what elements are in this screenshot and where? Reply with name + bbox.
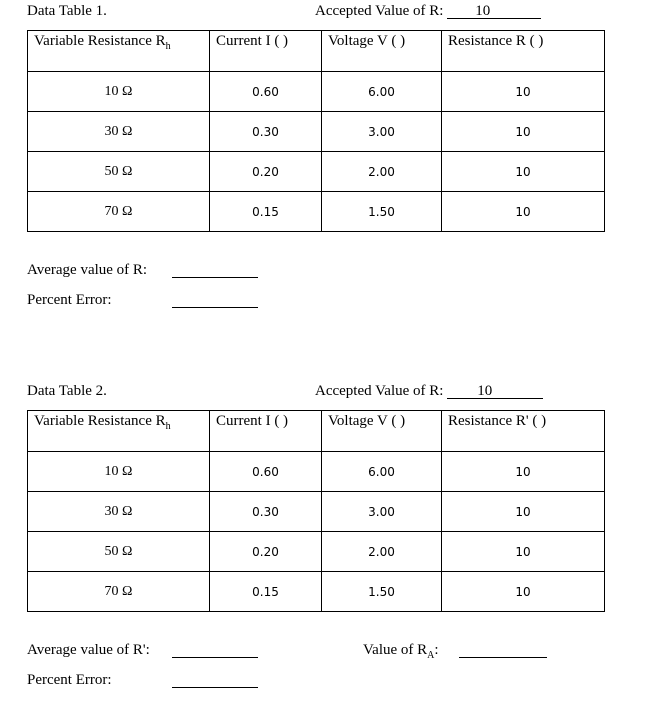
cell-current: 0.60 — [210, 452, 322, 492]
table1-average-blank[interactable] — [172, 277, 258, 278]
cell-resistance: 10 — [442, 72, 605, 112]
cell-current: 0.20 — [210, 532, 322, 572]
cell-voltage: 2.00 — [322, 532, 442, 572]
table-row — [28, 572, 605, 612]
header-variable-resistance: Variable Resistance $R_h$ — [28, 31, 210, 72]
value-ra-label: Value of $R_A$: — [363, 642, 439, 661]
table2-header-row — [28, 411, 605, 452]
cell-resistance: 10 — [442, 152, 605, 192]
cell-current: 0.60 — [210, 72, 322, 112]
cell-voltage: 1.50 — [322, 572, 442, 612]
header-variable-resistance: Variable Resistance $R_h$ — [28, 411, 210, 452]
table1-percent-error-label: Percent Error: — [27, 292, 112, 308]
table-row — [28, 532, 605, 572]
cell-current: 0.15 — [210, 192, 322, 232]
header-voltage: Voltage V ( ) — [322, 411, 442, 452]
table2-average-label: Average value of R': — [27, 642, 150, 658]
cell-rh: 70 Ω — [28, 572, 210, 612]
cell-resistance: 10 — [442, 572, 605, 612]
table1-header-row — [28, 31, 605, 72]
data-table-1 — [27, 30, 605, 232]
table2-accepted-label: Accepted Value of R: — [315, 383, 444, 399]
table-row — [28, 72, 605, 112]
cell-rh: 50 Ω — [28, 532, 210, 572]
table2-title: Data Table 2. — [27, 383, 107, 399]
table2-accepted-value — [315, 383, 543, 400]
table2-accepted-number: 10 — [447, 384, 543, 399]
cell-rh: 50 Ω — [28, 152, 210, 192]
cell-rh: 30 Ω — [28, 112, 210, 152]
data-table-2 — [27, 410, 605, 612]
cell-resistance: 10 — [442, 112, 605, 152]
cell-resistance: 10 — [442, 192, 605, 232]
cell-resistance: 10 — [442, 532, 605, 572]
header-resistance: Resistance R ( ) — [442, 31, 605, 72]
table1-title: Data Table 1. — [27, 3, 107, 19]
table2-percent-error-label: Percent Error: — [27, 672, 112, 688]
table1-accepted-value — [315, 3, 541, 20]
cell-rh: 10 Ω — [28, 72, 210, 112]
cell-rh: 10 Ω — [28, 452, 210, 492]
cell-voltage: 3.00 — [322, 492, 442, 532]
table2-average-blank[interactable] — [172, 657, 258, 658]
cell-voltage: 1.50 — [322, 192, 442, 232]
cell-resistance: 10 — [442, 452, 605, 492]
cell-voltage: 6.00 — [322, 452, 442, 492]
table1-accepted-label: Accepted Value of R: — [315, 3, 444, 19]
table-row — [28, 492, 605, 532]
cell-current: 0.20 — [210, 152, 322, 192]
cell-resistance: 10 — [442, 492, 605, 532]
table1-average-label: Average value of R: — [27, 262, 148, 278]
table-row — [28, 152, 605, 192]
cell-current: 0.30 — [210, 492, 322, 532]
cell-voltage: 2.00 — [322, 152, 442, 192]
table1-accepted-number: 10 — [447, 4, 541, 19]
header-resistance: Resistance R' ( ) — [442, 411, 605, 452]
table-row — [28, 112, 605, 152]
value-ra-blank[interactable] — [459, 657, 547, 658]
cell-current: 0.15 — [210, 572, 322, 612]
cell-current: 0.30 — [210, 112, 322, 152]
header-voltage: Voltage V ( ) — [322, 31, 442, 72]
header-current: Current I ( ) — [210, 411, 322, 452]
cell-voltage: 6.00 — [322, 72, 442, 112]
table1-percent-error-blank[interactable] — [172, 307, 258, 308]
table-row — [28, 192, 605, 232]
header-current: Current I ( ) — [210, 31, 322, 72]
table-row — [28, 452, 605, 492]
cell-rh: 30 Ω — [28, 492, 210, 532]
cell-voltage: 3.00 — [322, 112, 442, 152]
cell-rh: 70 Ω — [28, 192, 210, 232]
table2-percent-error-blank[interactable] — [172, 687, 258, 688]
